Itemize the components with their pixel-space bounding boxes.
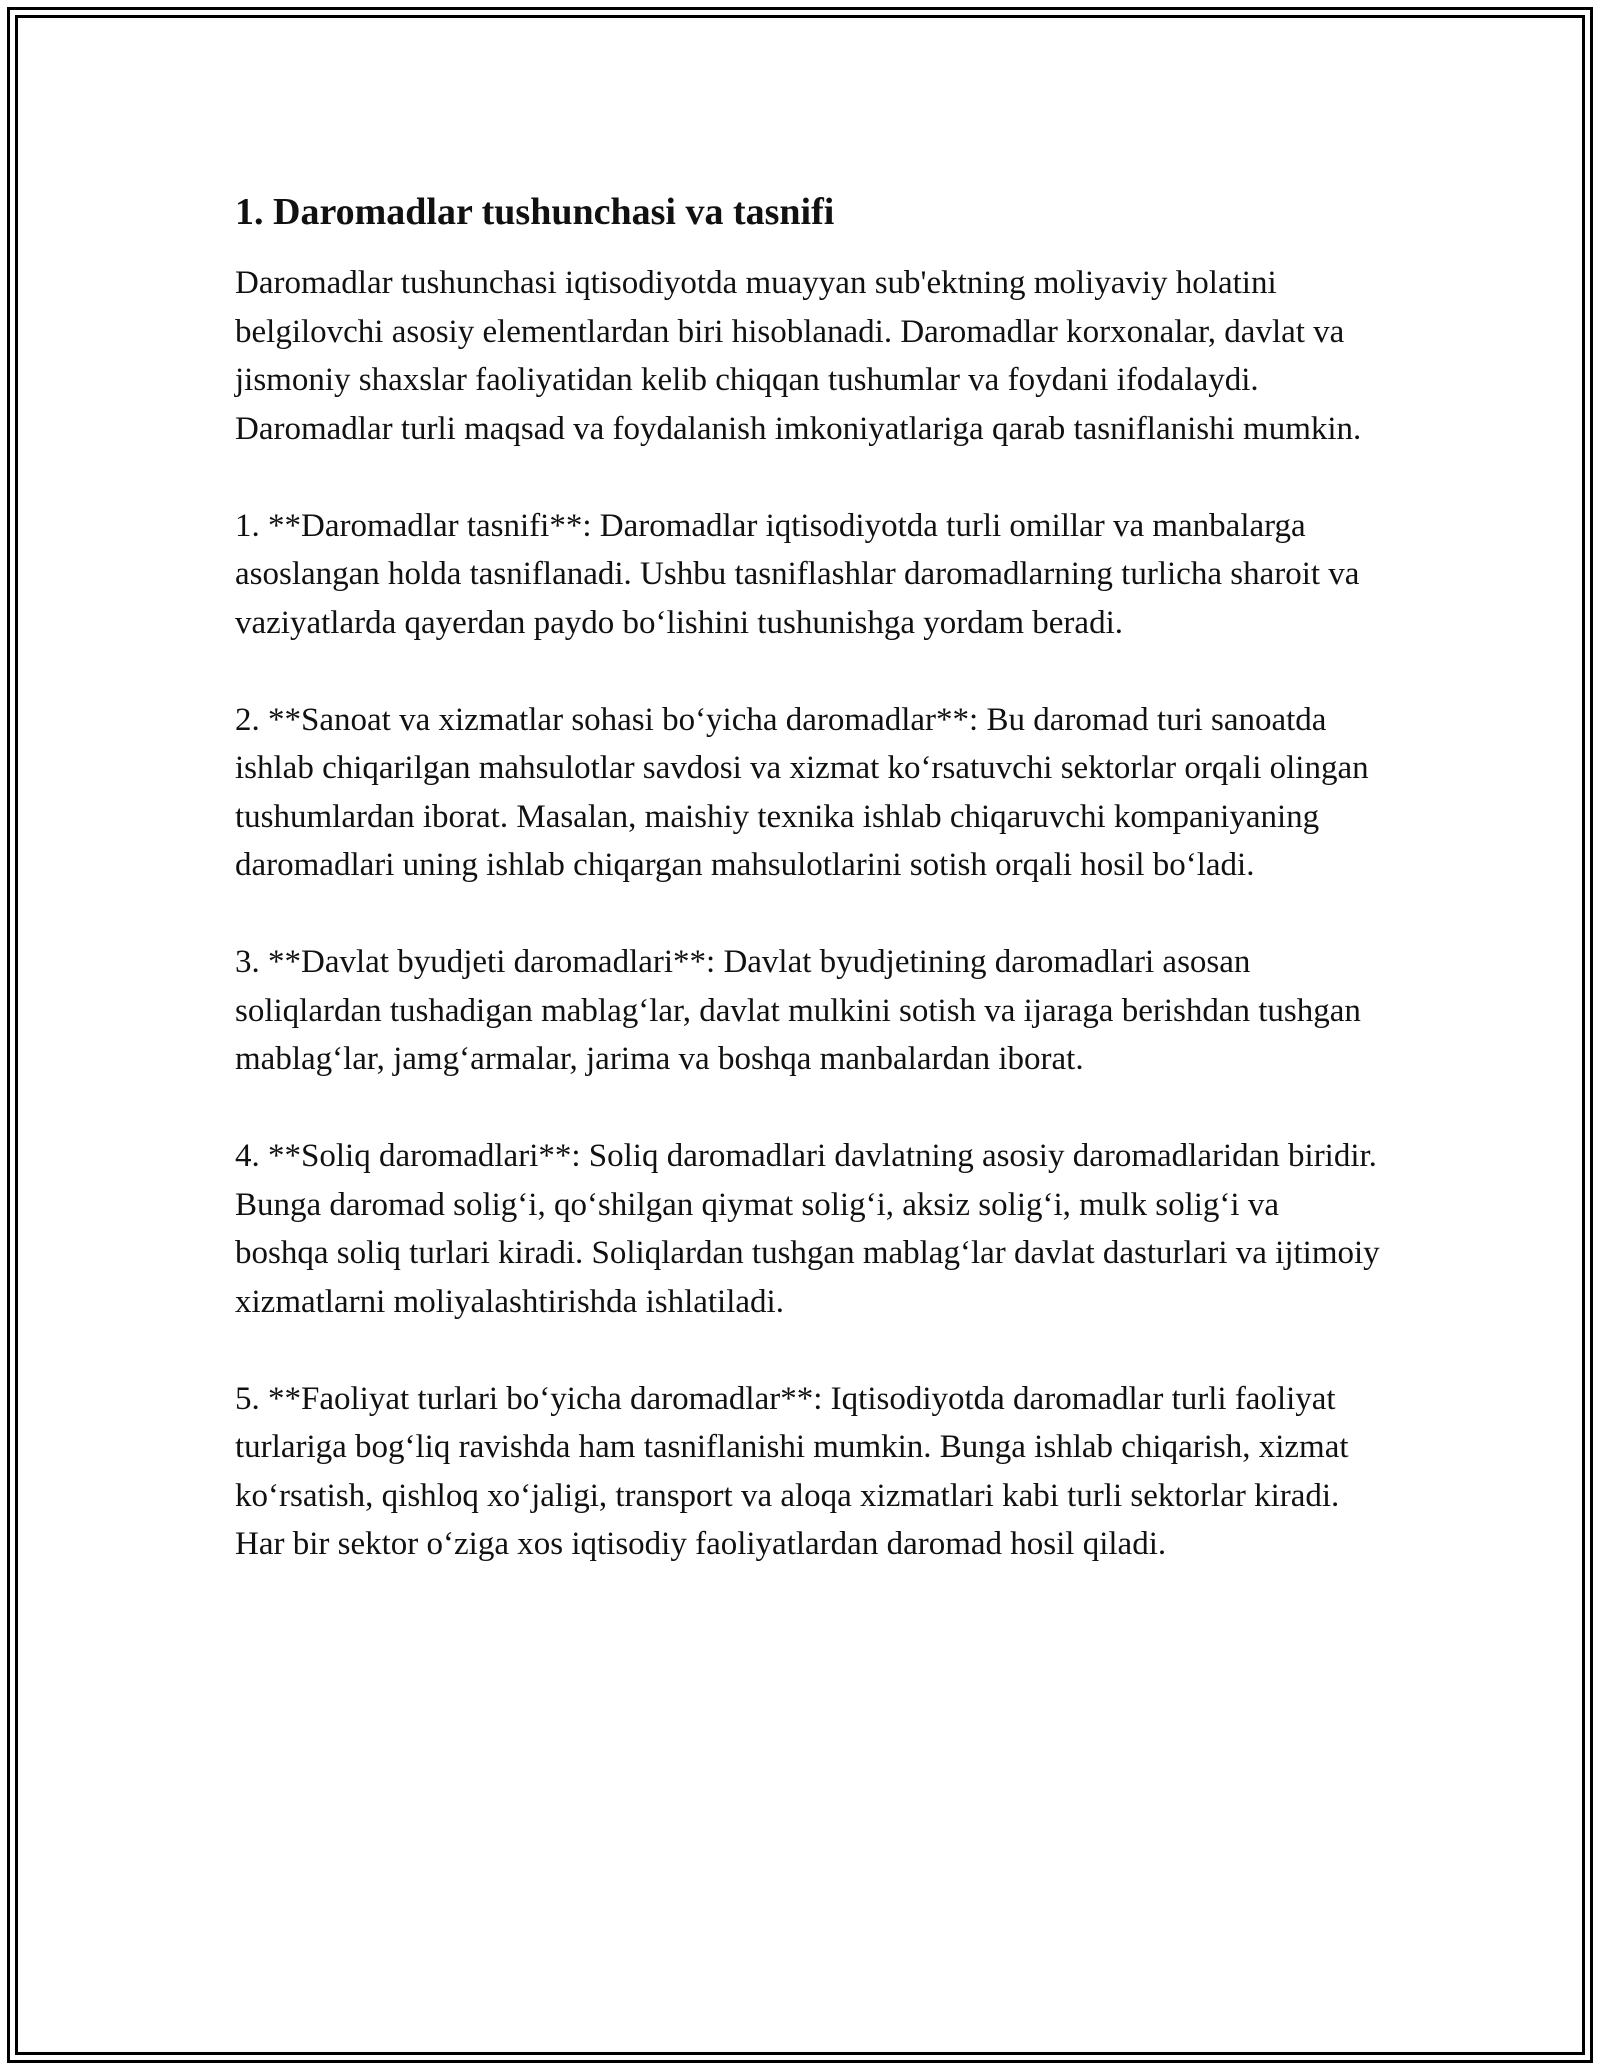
paragraph-item-3: 3. **Davlat byudjeti daromadlari**: Davlat byudjetining daromadlari asosan soliqlardan tushadigan mablag‘lar, davlat mulkini sotish va ijaraga berishdan tushgan mablag‘lar, jamg‘armalar, jarima va boshqa manbalardan iborat.	[235, 944, 1361, 1077]
paragraph-item-1: 1. **Daromadlar tasnifi**: Daromadlar iqtisodiyotda turli omillar va manbalarga asoslangan holda tasniflanadi. Ushbu tasniflashlar daromadlarning turlicha sharoit va vaziyatlarda qayerdan paydo bo‘lishini tushunishga yordam beradi.	[235, 507, 1360, 641]
paragraph-item-4: 4. **Soliq daromadlari**: Soliq daromadlari davlatning asosiy daromadlaridan biridir. Bunga daromad solig‘i, qo‘shilgan qiymat solig‘i, aksiz solig‘i, mulk solig‘i va boshqa soliq turlari kiradi. Soliqlardan tushgan mablag‘lar davlat dasturlari va ijtimoiy xizmatlarni moliyalashtirishda ishlatiladi.	[235, 1138, 1380, 1320]
document-title: 1. Daromadlar tushunchasi va tasnifi	[235, 191, 835, 233]
paragraph-intro: Daromadlar tushunchasi iqtisodiyotda muayyan sub'ektning moliyaviy holatini belgilovchi asosiy elementlardan biri hisoblanadi. Daromadlar korxonalar, davlat va jismoniy shaxslar faoliyatidan kelib chiqqan tushumlar va foydani ifodalaydi. Daromadlar turli maqsad va foydalanish imkoniyatlariga qarab tasniflanishi mumkin.	[235, 265, 1362, 447]
paragraph-item-5: 5. **Faoliyat turlari bo‘yicha daromadlar**: Iqtisodiyotda daromadlar turli faoliyat turlariga bog‘liq ravishda ham tasniflanishi mumkin. Bunga ishlab chiqarish, xizmat ko‘rsatish, qishloq xo‘jaligi, transport va aloqa xizmatlari kabi turli sektorlar kiradi. Har bir sektor o‘ziga xos iqtisodiy faoliyatlardan daromad hosil qiladi.	[235, 1380, 1349, 1562]
paragraph-item-2: 2. **Sanoat va xizmatlar sohasi bo‘yicha daromadlar**: Bu daromad turi sanoatda ishlab chiqarilgan mahsulotlar savdosi va xizmat ko‘rsatuvchi sektorlar orqali olingan tushumlardan iborat. Masalan, maishiy texnika ishlab chiqaruvchi kompaniyaning daromadlari uning ishlab chiqargan mahsulotlarini sotish orqali hosil bo‘ladi.	[235, 701, 1369, 883]
document-body	[235, 188, 1380, 1617]
